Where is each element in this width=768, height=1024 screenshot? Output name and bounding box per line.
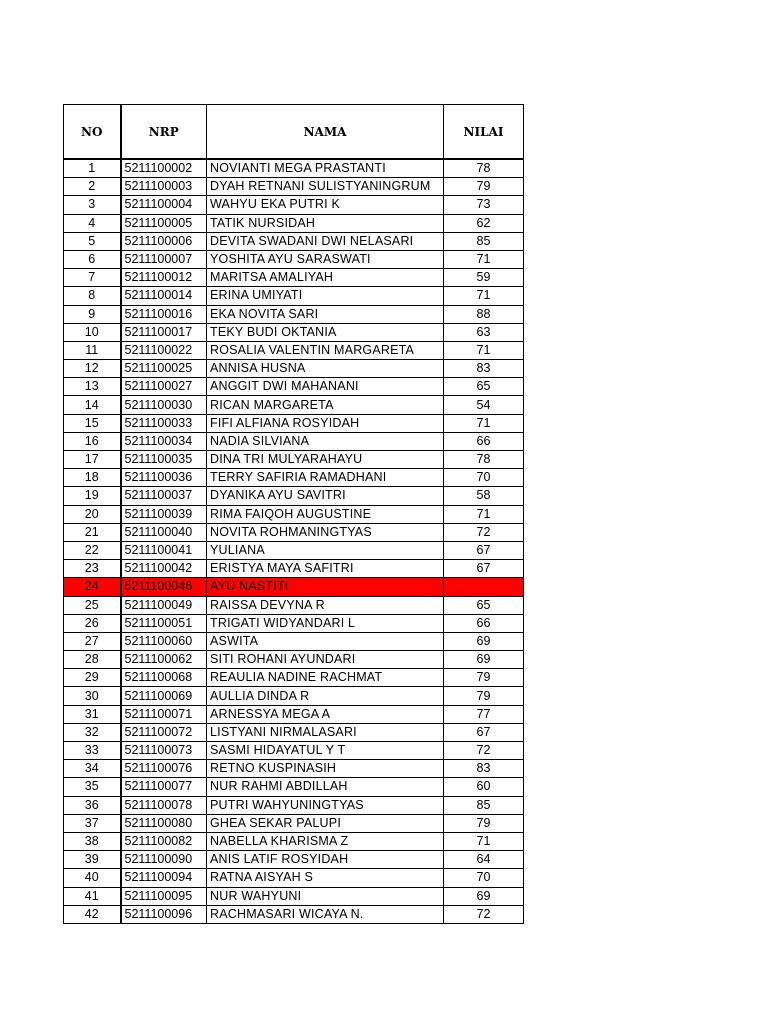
- table-row: [64, 614, 524, 632]
- table-row: [64, 832, 524, 850]
- cell-nrp: 5211100071: [121, 705, 207, 723]
- cell-nrp: 5211100041: [121, 541, 207, 559]
- cell-nilai: 77: [444, 705, 524, 723]
- cell-nama: NABELLA KHARISMA Z: [207, 832, 444, 850]
- table-row: [64, 323, 524, 341]
- cell-nama: PUTRI WAHYUNINGTYAS: [207, 796, 444, 814]
- cell-nama: RETNO KUSPINASIH: [207, 760, 444, 778]
- header-nilai: NILAI: [444, 105, 524, 160]
- cell-nilai: 60: [444, 778, 524, 796]
- cell-no: 34: [64, 760, 121, 778]
- table-row: [64, 360, 524, 378]
- cell-no: 2: [64, 178, 121, 196]
- cell-no: 9: [64, 305, 121, 323]
- cell-no: 40: [64, 869, 121, 887]
- cell-nrp: 5211100012: [121, 269, 207, 287]
- cell-nilai: 79: [444, 814, 524, 832]
- cell-no: 27: [64, 632, 121, 650]
- cell-no: 35: [64, 778, 121, 796]
- cell-nrp: 5211100037: [121, 487, 207, 505]
- cell-nrp: 5211100006: [121, 232, 207, 250]
- table-row: [64, 578, 524, 596]
- cell-nilai: 79: [444, 669, 524, 687]
- cell-nrp: 5211100022: [121, 341, 207, 359]
- cell-no: 37: [64, 814, 121, 832]
- cell-nrp: 5211100078: [121, 796, 207, 814]
- header-nama: NAMA: [207, 105, 444, 160]
- table-row: [64, 905, 524, 923]
- cell-nilai: 54: [444, 396, 524, 414]
- cell-no: 18: [64, 469, 121, 487]
- table-row: [64, 632, 524, 650]
- cell-nrp: 5211100039: [121, 505, 207, 523]
- table-row: [64, 887, 524, 905]
- cell-nama: NUR WAHYUNI: [207, 887, 444, 905]
- cell-nrp: 5211100014: [121, 287, 207, 305]
- cell-nama: AYU NASTITI: [207, 578, 444, 596]
- cell-nilai: 71: [444, 414, 524, 432]
- cell-nilai: 71: [444, 832, 524, 850]
- table-row: [64, 796, 524, 814]
- cell-nama: YOSHITA AYU SARASWATI: [207, 250, 444, 268]
- cell-nilai: 58: [444, 487, 524, 505]
- table-row: [64, 596, 524, 614]
- cell-nama: EKA NOVITA SARI: [207, 305, 444, 323]
- cell-no: 8: [64, 287, 121, 305]
- cell-nama: ERISTYA MAYA SAFITRI: [207, 560, 444, 578]
- cell-no: 17: [64, 451, 121, 469]
- cell-no: 7: [64, 269, 121, 287]
- cell-no: 23: [64, 560, 121, 578]
- cell-nilai: 62: [444, 214, 524, 232]
- cell-nama: NUR RAHMI ABDILLAH: [207, 778, 444, 796]
- cell-nilai: [444, 578, 524, 596]
- cell-nilai: 85: [444, 796, 524, 814]
- cell-nrp: 5211100096: [121, 905, 207, 923]
- grade-table: [63, 104, 524, 924]
- cell-nrp: 5211100090: [121, 851, 207, 869]
- header-row: [64, 105, 524, 160]
- cell-no: 19: [64, 487, 121, 505]
- table-row: [64, 487, 524, 505]
- cell-no: 29: [64, 669, 121, 687]
- cell-nama: DYANIKA AYU SAVITRI: [207, 487, 444, 505]
- table-row: [64, 760, 524, 778]
- cell-nilai: 71: [444, 287, 524, 305]
- cell-nrp: 5211100025: [121, 360, 207, 378]
- cell-nrp: 5211100060: [121, 632, 207, 650]
- cell-nilai: 78: [444, 451, 524, 469]
- cell-nrp: 5211100007: [121, 250, 207, 268]
- cell-nama: TATIK NURSIDAH: [207, 214, 444, 232]
- cell-nrp: 5211100030: [121, 396, 207, 414]
- cell-no: 41: [64, 887, 121, 905]
- cell-nilai: 66: [444, 614, 524, 632]
- cell-no: 31: [64, 705, 121, 723]
- table-row: [64, 687, 524, 705]
- cell-no: 15: [64, 414, 121, 432]
- cell-nama: RAISSA DEVYNA R: [207, 596, 444, 614]
- cell-nrp: 5211100002: [121, 159, 207, 178]
- cell-nrp: 5211100077: [121, 778, 207, 796]
- cell-nilai: 64: [444, 851, 524, 869]
- cell-nama: SASMI HIDAYATUL Y T: [207, 742, 444, 760]
- header-no: NO: [64, 105, 121, 160]
- cell-no: 26: [64, 614, 121, 632]
- table-row: [64, 814, 524, 832]
- cell-nilai: 69: [444, 651, 524, 669]
- cell-nrp: 5211100069: [121, 687, 207, 705]
- cell-no: 13: [64, 378, 121, 396]
- cell-nama: NOVIANTI MEGA PRASTANTI: [207, 159, 444, 178]
- cell-nrp: 5211100094: [121, 869, 207, 887]
- table-row: [64, 505, 524, 523]
- cell-nama: DINA TRI MULYARAHAYU: [207, 451, 444, 469]
- cell-no: 39: [64, 851, 121, 869]
- cell-nilai: 66: [444, 432, 524, 450]
- cell-nilai: 70: [444, 469, 524, 487]
- cell-nrp: 5211100073: [121, 742, 207, 760]
- table-row: [64, 669, 524, 687]
- cell-nrp: 5211100080: [121, 814, 207, 832]
- cell-nama: ANNISA HUSNA: [207, 360, 444, 378]
- table-row: [64, 869, 524, 887]
- cell-nama: NOVITA ROHMANINGTYAS: [207, 523, 444, 541]
- cell-nrp: 5211100017: [121, 323, 207, 341]
- cell-no: 32: [64, 723, 121, 741]
- cell-nrp: 5211100082: [121, 832, 207, 850]
- cell-nrp: 5211100016: [121, 305, 207, 323]
- cell-no: 30: [64, 687, 121, 705]
- cell-nilai: 65: [444, 596, 524, 614]
- table-row: [64, 451, 524, 469]
- cell-nama: YULIANA: [207, 541, 444, 559]
- cell-nama: ERINA UMIYATI: [207, 287, 444, 305]
- cell-nama: ASWITA: [207, 632, 444, 650]
- cell-no: 38: [64, 832, 121, 850]
- cell-nilai: 67: [444, 723, 524, 741]
- cell-nrp: 5211100036: [121, 469, 207, 487]
- table-row: [64, 469, 524, 487]
- table-row: [64, 287, 524, 305]
- table-row: [64, 851, 524, 869]
- cell-nama: MARITSA AMALIYAH: [207, 269, 444, 287]
- cell-nrp: 5211100005: [121, 214, 207, 232]
- table-row: [64, 305, 524, 323]
- cell-nama: GHEA SEKAR PALUPI: [207, 814, 444, 832]
- cell-nilai: 83: [444, 760, 524, 778]
- table-row: [64, 723, 524, 741]
- cell-nilai: 67: [444, 541, 524, 559]
- cell-no: 42: [64, 905, 121, 923]
- table-row: [64, 250, 524, 268]
- cell-nrp: 5211100062: [121, 651, 207, 669]
- cell-nilai: 79: [444, 687, 524, 705]
- cell-nilai: 71: [444, 341, 524, 359]
- cell-nilai: 67: [444, 560, 524, 578]
- cell-nama: DEVITA SWADANI DWI NELASARI: [207, 232, 444, 250]
- cell-nrp: 5211100051: [121, 614, 207, 632]
- cell-nrp: 5211100033: [121, 414, 207, 432]
- cell-no: 36: [64, 796, 121, 814]
- cell-nama: ANGGIT DWI MAHANANI: [207, 378, 444, 396]
- cell-nilai: 72: [444, 742, 524, 760]
- cell-nrp: 5211100003: [121, 178, 207, 196]
- table-row: [64, 705, 524, 723]
- cell-no: 22: [64, 541, 121, 559]
- cell-nrp: 5211100046: [121, 578, 207, 596]
- cell-no: 12: [64, 360, 121, 378]
- cell-nilai: 88: [444, 305, 524, 323]
- cell-nilai: 78: [444, 159, 524, 178]
- cell-nama: RATNA AISYAH S: [207, 869, 444, 887]
- cell-no: 20: [64, 505, 121, 523]
- table-row: [64, 523, 524, 541]
- cell-nrp: 5211100035: [121, 451, 207, 469]
- cell-nilai: 69: [444, 632, 524, 650]
- table-row: [64, 778, 524, 796]
- table-row: [64, 396, 524, 414]
- cell-no: 16: [64, 432, 121, 450]
- cell-nrp: 5211100004: [121, 196, 207, 214]
- table-row: [64, 560, 524, 578]
- cell-no: 6: [64, 250, 121, 268]
- cell-no: 14: [64, 396, 121, 414]
- table-row: [64, 178, 524, 196]
- table-row: [64, 742, 524, 760]
- cell-nama: ROSALIA VALENTIN MARGARETA: [207, 341, 444, 359]
- table-row: [64, 214, 524, 232]
- cell-no: 28: [64, 651, 121, 669]
- cell-nama: LISTYANI NIRMALASARI: [207, 723, 444, 741]
- cell-nama: RIMA FAIQOH AUGUSTINE: [207, 505, 444, 523]
- cell-nrp: 5211100095: [121, 887, 207, 905]
- cell-nrp: 5211100034: [121, 432, 207, 450]
- cell-nama: WAHYU EKA PUTRI K: [207, 196, 444, 214]
- table-row: [64, 341, 524, 359]
- table-row: [64, 232, 524, 250]
- cell-nama: RICAN MARGARETA: [207, 396, 444, 414]
- table-row: [64, 651, 524, 669]
- cell-no: 10: [64, 323, 121, 341]
- table-row: [64, 414, 524, 432]
- cell-no: 3: [64, 196, 121, 214]
- cell-nama: AULLIA DINDA R: [207, 687, 444, 705]
- cell-nrp: 5211100072: [121, 723, 207, 741]
- cell-no: 4: [64, 214, 121, 232]
- cell-nama: TERRY SAFIRIA RAMADHANI: [207, 469, 444, 487]
- cell-nama: TRIGATI WIDYANDARI L: [207, 614, 444, 632]
- cell-nama: DYAH RETNANI SULISTYANINGRUM: [207, 178, 444, 196]
- cell-nilai: 69: [444, 887, 524, 905]
- cell-nilai: 72: [444, 523, 524, 541]
- table-row: [64, 541, 524, 559]
- cell-nama: RACHMASARI WICAYA N.: [207, 905, 444, 923]
- cell-no: 5: [64, 232, 121, 250]
- cell-no: 11: [64, 341, 121, 359]
- cell-nama: ANIS LATIF ROSYIDAH: [207, 851, 444, 869]
- table-row: [64, 378, 524, 396]
- cell-nilai: 71: [444, 250, 524, 268]
- cell-nama: NADIA SILVIANA: [207, 432, 444, 450]
- cell-nrp: 5211100049: [121, 596, 207, 614]
- cell-nilai: 73: [444, 196, 524, 214]
- cell-nrp: 5211100068: [121, 669, 207, 687]
- cell-nilai: 63: [444, 323, 524, 341]
- cell-nrp: 5211100076: [121, 760, 207, 778]
- cell-nrp: 5211100027: [121, 378, 207, 396]
- header-nrp: NRP: [121, 105, 207, 160]
- cell-nrp: 5211100040: [121, 523, 207, 541]
- cell-nilai: 85: [444, 232, 524, 250]
- cell-nama: SITI ROHANI AYUNDARI: [207, 651, 444, 669]
- cell-no: 1: [64, 159, 121, 178]
- cell-nilai: 83: [444, 360, 524, 378]
- cell-nilai: 79: [444, 178, 524, 196]
- table-body: [64, 159, 524, 923]
- cell-no: 24: [64, 578, 121, 596]
- cell-nilai: 59: [444, 269, 524, 287]
- cell-nama: TEKY BUDI OKTANIA: [207, 323, 444, 341]
- cell-nama: REAULIA NADINE RACHMAT: [207, 669, 444, 687]
- table-row: [64, 159, 524, 178]
- table-row: [64, 196, 524, 214]
- cell-nilai: 72: [444, 905, 524, 923]
- cell-nilai: 70: [444, 869, 524, 887]
- table-row: [64, 432, 524, 450]
- cell-nama: FIFI ALFIANA ROSYIDAH: [207, 414, 444, 432]
- cell-nilai: 65: [444, 378, 524, 396]
- cell-nilai: 71: [444, 505, 524, 523]
- cell-nama: ARNESSYA MEGA A: [207, 705, 444, 723]
- cell-no: 25: [64, 596, 121, 614]
- cell-no: 21: [64, 523, 121, 541]
- cell-nrp: 5211100042: [121, 560, 207, 578]
- cell-no: 33: [64, 742, 121, 760]
- table-row: [64, 269, 524, 287]
